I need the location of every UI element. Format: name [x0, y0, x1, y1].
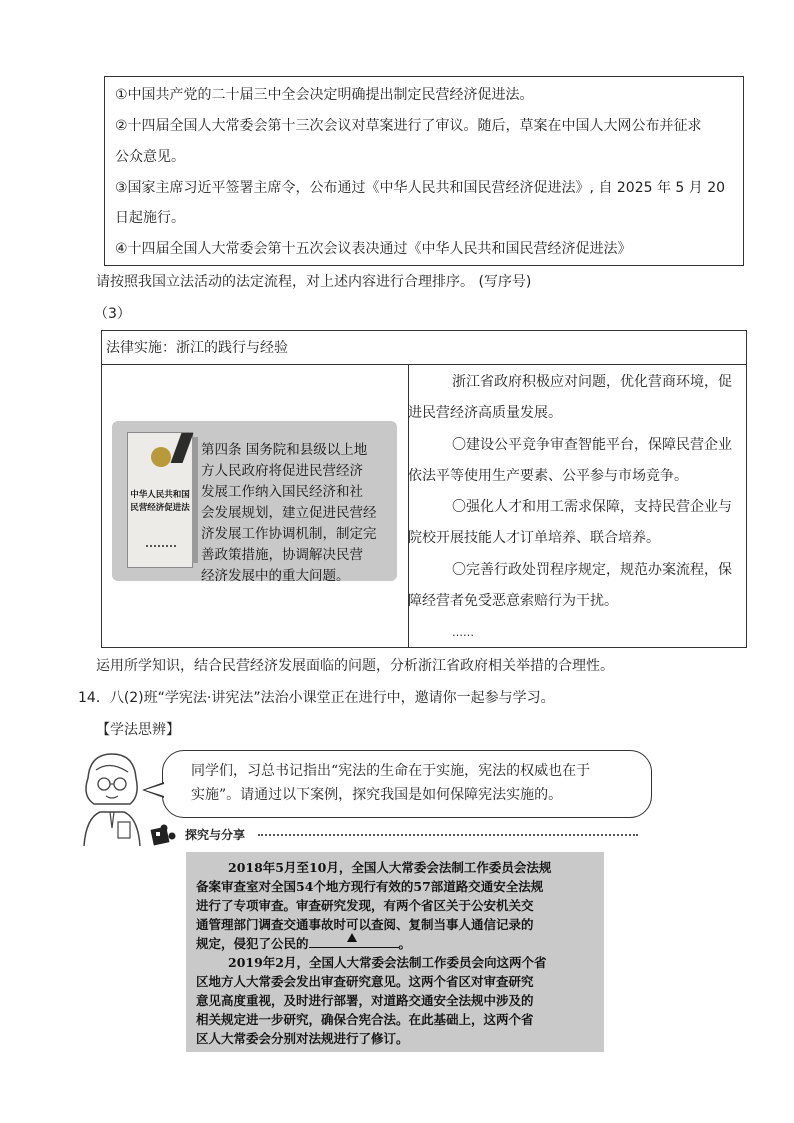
- article-line-6: 善政策措施，协调解决民营: [201, 547, 363, 563]
- case-line-2: 备案审查室对全国54个地方现行有效的57部道路交通安全法规: [196, 879, 544, 894]
- q2-instruction: 请按照我国立法活动的法定流程，对上述内容进行合理排序。 (写序号): [96, 274, 532, 290]
- case-line-5-end: 。: [398, 936, 412, 951]
- q14-stem: 14．八(2)班“学宪法·讲宪法”法治小课堂正在进行中，邀请你一起参与学习。: [78, 690, 555, 706]
- book-ribbon: [171, 433, 194, 463]
- explore-share-label: 探究与分享: [185, 828, 246, 842]
- section-title: 【学法思辨】: [96, 722, 180, 738]
- zj-measure-1: 〇建设公平竞争审查智能平台，保障民营企业: [452, 437, 732, 453]
- step-2-cont: 公众意见。: [115, 149, 185, 165]
- case-line-4: 通管理部门调查交通事故时可以查阅、复制当事人通信记录的: [196, 917, 534, 932]
- teacher-illustration: [70, 748, 154, 848]
- q3-label: （3）: [94, 306, 131, 322]
- case-line-5-text: 规定，侵犯了公民的: [196, 936, 309, 951]
- bubble-line-1: 同学们，习总书记指出“宪法的生命在于实施，宪法的权威也在于: [191, 763, 591, 779]
- article-line-5: 济发展工作协调机制，制定完: [201, 526, 377, 542]
- q3-instruction: 运用所学知识，结合民营经济发展面临的问题，分析浙江省政府相关举措的合理性。: [96, 658, 614, 674]
- case-line-10: 区人大常委会分别对法规进行了修订。: [196, 1031, 409, 1046]
- case-line-1: 2018年5月至10月，全国人大常委会法制工作委员会法规: [228, 860, 552, 875]
- triangle-marker-icon: [347, 933, 357, 942]
- step-2: ②十四届全国人大常委会第十三次会议对草案进行了审议。随后，草案在中国人大网公布并征求: [115, 118, 702, 134]
- step-3-cont: 日起施行。: [115, 210, 185, 226]
- table-header: [102, 331, 746, 365]
- bubble-line-2: 实施”。请通过以下案例，探究我国是如何保障宪法实施的。: [191, 787, 563, 803]
- zj-measure-1-cont: 依法平等使用生产要素、公平参与市场竞争。: [408, 468, 688, 484]
- step-4: ④十四届全国人大常委会第十五次会议表决通过《中华人民共和国民营经济促进法》: [115, 241, 632, 257]
- zj-ellipsis: ……: [452, 626, 474, 639]
- book-title: 中华人民共和国民营经济促进法: [130, 490, 190, 513]
- case-line-8: 意见高度重视，及时进行部署，对道路交通安全法规中涉及的: [196, 993, 534, 1008]
- case-line-5: [196, 934, 411, 953]
- book-publisher-mark: [146, 545, 176, 550]
- zj-intro-2: 进民营经济高质量发展。: [408, 405, 562, 421]
- zj-measure-2: 〇强化人才和用工需求保障，支持民营企业与: [452, 499, 732, 515]
- case-card: [186, 852, 604, 1052]
- zj-measure-3: 〇完善行政处罚程序规定，规范办案流程，保: [452, 562, 732, 578]
- article-line-1: 第四条 国务院和县级以上地: [201, 442, 368, 458]
- answer-blank[interactable]: [309, 935, 399, 948]
- case-line-7: 区地方人大常委会发出审查研究意见。这两个省区对审查研究: [196, 974, 534, 989]
- speech-bubble: [162, 750, 652, 818]
- step-3: ③国家主席习近平签署主席令，公布通过《中华人民共和国民营经济促进法》, 自 2025 年 5 月 20: [115, 180, 726, 196]
- article-line-7: 经济发展中的重大问题。: [201, 568, 350, 584]
- step-1: ①中国共产党的二十届三中全会决定明确提出制定民营经济促进法。: [115, 87, 534, 103]
- article-line-3: 发展工作纳入国民经济和社: [201, 484, 363, 500]
- puzzle-icon: [150, 822, 178, 846]
- explore-divider: [258, 834, 638, 836]
- article-line-4: 会发展规划，建立促进民营经: [201, 505, 377, 521]
- bubble-tail-inner: [145, 784, 164, 796]
- national-emblem-icon: [151, 447, 171, 467]
- legislative-steps-box: [104, 76, 744, 266]
- case-line-9: 相关规定进一步研究，确保合宪合法。在此基础上，这两个省: [196, 1012, 534, 1027]
- case-line-3: 进行了专项审查。审查研究发现，有两个省区关于公安机关交: [196, 898, 534, 913]
- law-book-cover: [127, 432, 193, 568]
- zj-measure-3-cont: 障经营者免受恶意索赔行为干扰。: [408, 593, 618, 609]
- zj-intro-1: 浙江省政府积极应对问题，优化营商环境，促: [452, 374, 732, 390]
- book-spine: [192, 437, 198, 563]
- case-line-6: 2019年2月，全国人大常委会法制工作委员会向这两个省: [228, 955, 547, 970]
- zj-measure-2-cont: 院校开展技能人才订单培养、联合培养。: [408, 530, 660, 546]
- article-line-2: 方人民政府将促进民营经济: [201, 463, 363, 479]
- table-header-text: 法律实施：浙江的践行与经验: [106, 340, 288, 356]
